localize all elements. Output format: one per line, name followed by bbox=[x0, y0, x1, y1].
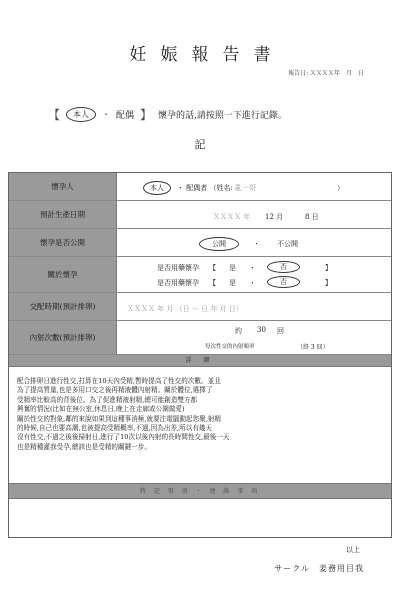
count-unit: 回 bbox=[277, 327, 284, 335]
intercourse-period-value: ＸＸＸＸ 年 月 （日 ～ 日 年 月 日） bbox=[127, 305, 243, 313]
count-value: 30 bbox=[257, 326, 266, 334]
open-bracket: 【 bbox=[48, 108, 61, 122]
row-disclosure bbox=[9, 229, 391, 257]
document-title: 妊娠報告書 bbox=[129, 45, 285, 65]
row-intercourse-period bbox=[9, 293, 391, 321]
conception-q2-no: 否 bbox=[267, 276, 300, 288]
close-bracket: 】 bbox=[140, 108, 153, 122]
conception-q1: 是否用藥懷孕 bbox=[157, 264, 199, 272]
notes-header: 特 記 事 項 ・ 連 絡 事 項 bbox=[9, 483, 391, 499]
comment-header: 詳 細 bbox=[9, 355, 391, 367]
label-conception: 關於懷孕 bbox=[9, 257, 117, 292]
comment-line: 為了提高質量,也是多用口交之後再精液體內射精。關於體位,選擇了 bbox=[17, 386, 213, 395]
comment-body bbox=[9, 371, 391, 479]
due-day: 8 日 bbox=[305, 213, 319, 221]
disclosure-separator: ・ bbox=[253, 240, 260, 248]
conception-q2-yes: 是 bbox=[229, 279, 236, 287]
count-about: 約 bbox=[235, 327, 242, 335]
comment-line: 關於性交的對象,鄰的來說如果到這種事消極,就要注電腦動起您聚,射精 bbox=[17, 414, 222, 423]
conception-q2-open: 【 bbox=[209, 279, 216, 287]
pregnant-close: ） bbox=[337, 184, 344, 192]
conception-q2-close: 】 bbox=[325, 279, 332, 287]
row-pregnant-person bbox=[9, 173, 391, 201]
intro-spouse-option: 配偶 bbox=[116, 111, 135, 121]
comment-line: 受精率比較高的背後位。為了促進精液射精,總可能創造雙方都 bbox=[17, 395, 198, 404]
conception-q2-dash: ・ bbox=[249, 279, 256, 287]
intro-text: 懷孕的話,請按照一下進行記錄。 bbox=[158, 111, 287, 121]
label-count: 內射次數(預計排卵) bbox=[9, 321, 117, 354]
intro-self-option: 本人 bbox=[66, 107, 96, 122]
count-note-label: 每次性交的內射頻率 bbox=[205, 344, 255, 350]
comment-line: 沒有性交,不過之後後掃射日,進行了10次以後內射的長時間性交,最後一天 bbox=[17, 433, 230, 442]
comment-line: 配合排卵日進行性交,打算在10天內受精,暫時提高了性交的次數。並且 bbox=[17, 377, 221, 385]
due-year: ＸＸＸＸ 年 bbox=[213, 213, 251, 221]
disclosure-private: 不公開 bbox=[277, 240, 298, 248]
pregnant-spouse-text: ・ 配偶者 （姓名: bbox=[177, 184, 233, 192]
comment-line: 的時候,自己也要高潮,也被提高受精概率,不過,因為出差,所以有幾天 bbox=[17, 424, 213, 433]
intro-line bbox=[48, 106, 287, 123]
pregnant-self-option: 本人 bbox=[143, 181, 171, 195]
due-month: 12 月 bbox=[265, 213, 284, 221]
label-disclosure: 懷孕是否公開 bbox=[9, 229, 117, 256]
label-pregnant-person: 懷孕人 bbox=[9, 173, 117, 200]
conception-q1-no: 否 bbox=[267, 261, 300, 273]
conception-q1-close: 】 bbox=[325, 264, 332, 272]
conception-q1-yes: 是 bbox=[229, 264, 236, 272]
pregnant-name-value: 亂一哥 bbox=[235, 184, 256, 192]
comment-line: 也是精種灌我受孕,總該也是受精的關鍵一步。 bbox=[17, 442, 151, 451]
disclosure-public: 公開 bbox=[199, 237, 239, 251]
comment-line: 興奮的情況(比如在無公室,休息日,晚上在走廊或公園做愛) bbox=[17, 405, 185, 414]
count-note-value: （終 3 回） bbox=[297, 344, 329, 351]
label-intercourse-period: 交配時期(預計排卵) bbox=[9, 293, 117, 320]
footer-text: サークル 姜務用目我 bbox=[274, 564, 364, 573]
conception-q1-dash: ・ bbox=[249, 264, 256, 272]
conception-q1-open: 【 bbox=[209, 264, 216, 272]
intro-separator: ・ bbox=[102, 110, 111, 119]
label-due-date: 預計生產日期 bbox=[9, 201, 117, 228]
conception-q2: 是否用藥懷孕 bbox=[157, 279, 199, 287]
row-due-date bbox=[9, 201, 391, 229]
ijou-mark: 以上 bbox=[346, 546, 360, 554]
row-count bbox=[9, 321, 391, 355]
report-form bbox=[8, 172, 392, 538]
ki-heading: 記 bbox=[194, 138, 206, 151]
report-date: 報告日: ＸＸＸＸ年 月 日 bbox=[288, 70, 364, 77]
row-conception bbox=[9, 257, 391, 293]
